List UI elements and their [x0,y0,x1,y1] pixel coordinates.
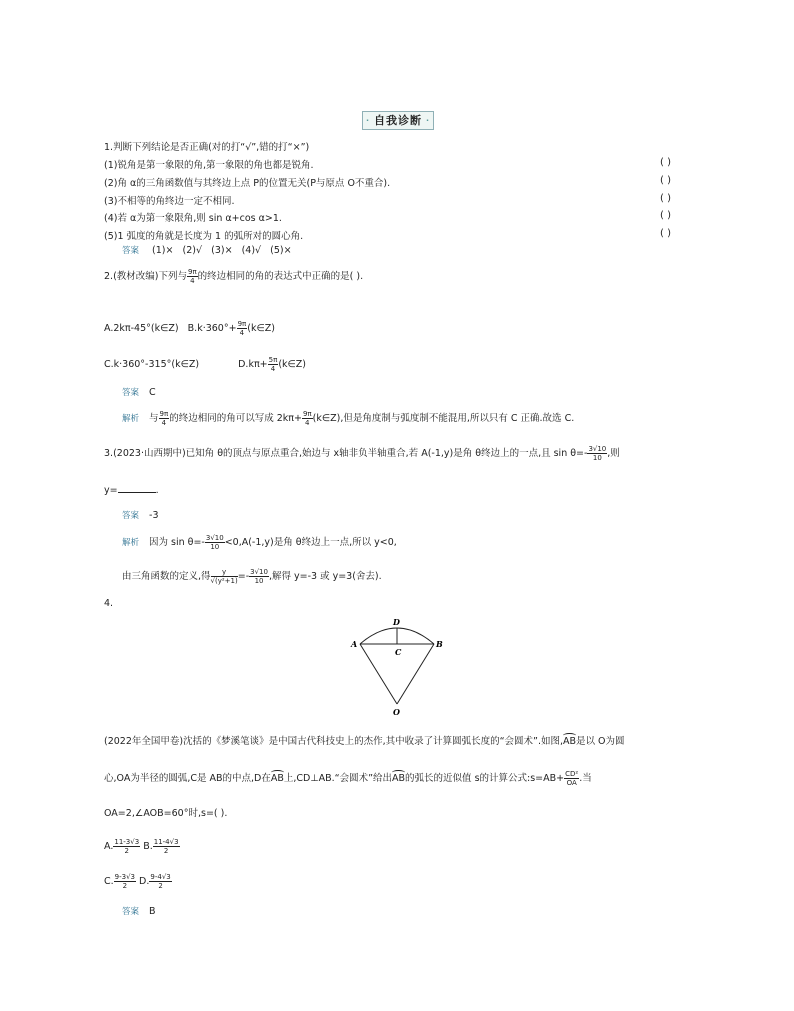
q3-explain2-frac-2-num: 3√10 [250,568,268,576]
q1-item-5: (5)1 弧度的角就是长度为 1 的弧所对的圆心角. [104,231,304,242]
q4-answer [122,905,156,917]
section-title-text: 自我诊断 [374,114,422,127]
q3-frac-num: 3√10 [588,445,607,453]
q4-line2-part3: 的弧长的近似值 s的计算公式:s=AB+ [405,773,565,784]
q3-explain2-part3: ,解得 y=-3 或 y=3(舍去). [268,571,382,582]
header-dot-right: · [425,116,430,125]
q4-option-c-frac [114,873,136,890]
q1-paren-1: ( ) [660,157,671,168]
q3-stem-text: 3.(2023·山西期中)已知角 θ的顶点与原点重合,始边与 x轴非负半轴重合,若 A(-1,y)是角 θ终边上的一点,且 sin θ=- [104,448,588,459]
q4-option-c-label: C. [104,876,114,887]
q2-option-d-part1: D.kπ+ [238,359,268,370]
q2-option-d-frac-num: 5π [268,356,278,364]
q2-frac-den: 4 [190,277,195,285]
segment-oa [360,644,397,704]
q2-option-b [187,320,275,337]
q2-explain-part1: 与 [149,413,159,424]
q1-answer-3: (3)× [211,245,233,256]
q4-option-b-frac [153,838,180,855]
q2-options-row1 [104,320,275,337]
arc-ab-symbol: AB [392,773,406,784]
arc-ab-symbol: AB [270,773,284,784]
q2-option-c: C.k·360°-315°(k∈Z) [104,359,200,370]
segment-ob [397,644,434,704]
q3-explain2-frac-2-den: 10 [254,577,264,585]
q2-options-row2 [104,356,306,373]
q1-item-2: (2)角 α的三角函数值与其终边上点 P的位置无关(P与原点 O不重合). [104,178,391,189]
q3-explain2-frac-1 [211,568,238,585]
q3-dot: . [155,485,159,496]
q3-explain2-part2: =- [237,571,250,582]
q4-number: 4. [104,598,114,609]
q1-answer-5: (5)× [270,245,292,256]
q4-formula-frac [564,770,579,787]
q2-option-b-frac-num: 9π [237,320,247,328]
q3-blank-line [104,483,159,496]
q1-answer [122,244,292,256]
q4-option-b-label: B. [143,841,153,852]
q3-y-eq: y= [104,485,118,496]
q1-answer-1: (1)× [152,245,174,256]
arc-ab-symbol: AB [563,736,577,747]
q3-explain-frac-den: 10 [210,543,220,551]
q3-answer-value: -3 [149,510,159,521]
q2-fraction [187,268,198,285]
q2-option-d-part2: (k∈Z) [278,359,307,370]
q4-option-d-frac [149,873,171,890]
q3-stem [104,445,620,462]
label-o: O [393,707,400,717]
q1-item-3: (3)不相等的角终边一定不相同. [104,196,235,207]
answer-tag: 答案 [122,907,140,917]
section-title [362,111,434,130]
q3-explain-frac-num: 3√10 [205,534,224,542]
q4-option-a-label: A. [104,841,114,852]
q4-option-c-num: 9-3√3 [114,873,136,881]
label-c: C [395,647,402,657]
q3-explain-frac [205,534,225,551]
q3-answer-blank[interactable] [118,483,156,493]
q1-paren-3: ( ) [660,193,671,204]
answer-tag: 答案 [122,246,140,256]
q4-stem-line1 [104,733,625,747]
q2-explanation [122,410,574,427]
q1-paren-5: ( ) [660,228,671,239]
q4-formula-frac-num: CD² [565,770,579,778]
q1-stem: 1.判断下列结论是否正确(对的打“√”,错的打“×”) [104,142,310,153]
q4-answer-value: B [149,906,156,917]
q3-explain2-frac-1-num: y [211,568,238,577]
q2-answer-value: C [149,387,156,398]
q4-option-a-den: 2 [124,847,129,855]
q2-option-b-frac [237,320,248,337]
q3-explanation-1 [122,534,397,551]
q3-stem-end: ,则 [607,448,620,459]
q3-explain2-frac-1-den: √(y²+1) [210,577,238,585]
label-b: B [436,639,443,649]
q2-option-a: A.2kπ-45°(k∈Z) [104,323,179,334]
answer-tag: 答案 [122,511,140,521]
q3-fraction [587,445,607,462]
q4-option-d-num: 9-4√3 [150,873,171,881]
q4-option-b-num: 11-4√3 [153,838,179,846]
q4-options-row2 [104,873,172,890]
q4-stem-line3: OA=2,∠AOB=60°时,s=( ). [104,808,228,819]
q4-line2-part2: 上,CD⊥AB.“会圆术”给出 [283,773,393,784]
q4-option-d-label: D. [139,876,150,887]
q1-paren-4: ( ) [660,210,671,221]
q2-explain-frac-1-den: 4 [161,419,167,427]
q1-item-1: (1)锐角是第一象限的角,第一象限的角也都是锐角. [104,160,314,171]
q4-line2-part4: .当 [579,773,592,784]
q3-explain-part2: <0,A(-1,y)是角 θ终边上一点,所以 y<0, [224,537,397,548]
q4-line1-part1: (2022年全国甲卷)沈括的《梦溪笔谈》是中国古代科技史上的杰作,其中收录了计算圆弧长度的“会圆术”.如图, [104,736,563,747]
q2-stem-part1: 2.(教材改编)下列与 [104,271,187,282]
q3-explain2-frac-2 [249,568,269,585]
q3-explanation-2 [122,568,382,585]
q3-explain2-part1: 由三角函数的定义,得 [122,571,211,582]
q2-explain-frac-2-num: 9π [302,410,312,418]
q2-option-b-part2: (k∈Z) [247,323,275,334]
label-d: D [393,617,400,627]
q1-answer-2: (2)√ [182,245,203,256]
q2-explain-frac-2 [302,410,313,427]
q2-explain-frac-2-den: 4 [305,419,310,427]
q2-stem [104,268,363,285]
q2-explain-frac-1-num: 9π [159,410,169,418]
q3-explain-part1: 因为 sin θ=- [149,537,205,548]
q1-answer-4: (4)√ [241,245,262,256]
q4-line1-part2: 是以 O为圆 [576,736,625,747]
label-a: A [351,639,358,649]
explain-tag: 解析 [122,538,140,548]
q3-answer [122,509,159,521]
q4-figure [345,612,450,720]
q2-explain-part3: (k∈Z),但是角度制与弧度制不能混用,所以只有 C 正确.故选 C. [312,413,575,424]
answer-tag: 答案 [122,388,140,398]
q4-option-b-den: 2 [163,847,169,855]
explain-tag: 解析 [122,414,140,424]
q4-option-a-num: 11-3√3 [114,838,140,846]
q4-option-d-den: 2 [158,882,163,890]
q4-line2-part1: 心,OA为半径的圆弧,C是 AB的中点,D在 [104,773,271,784]
q2-answer [122,386,156,398]
q2-option-d-frac [268,356,279,373]
q4-stem-line2 [104,770,592,787]
q2-stem-part2: 的终边相同的角的表达式中正确的是( ). [197,271,364,282]
q1-paren-2: ( ) [660,175,671,186]
q4-option-c-den: 2 [122,882,128,890]
q4-options-row1 [104,838,180,855]
q4-option-a-frac [113,838,140,855]
q2-frac-num: 9π [187,268,197,276]
q2-option-d-frac-den: 4 [270,365,276,373]
q2-explain-part2: 的终边相同的角可以写成 2kπ+ [169,413,302,424]
q2-option-b-frac-den: 4 [239,329,245,337]
header-dot-left: · [366,116,371,125]
q3-frac-den: 10 [592,454,602,462]
q2-option-b-part1: B.k·360°+ [187,323,237,334]
q2-explain-frac-1 [159,410,170,427]
q1-item-4: (4)若 α为第一象限角,则 sin α+cos α>1. [104,213,282,224]
q2-option-d [238,356,307,373]
q4-formula-frac-den: OA [566,779,577,787]
